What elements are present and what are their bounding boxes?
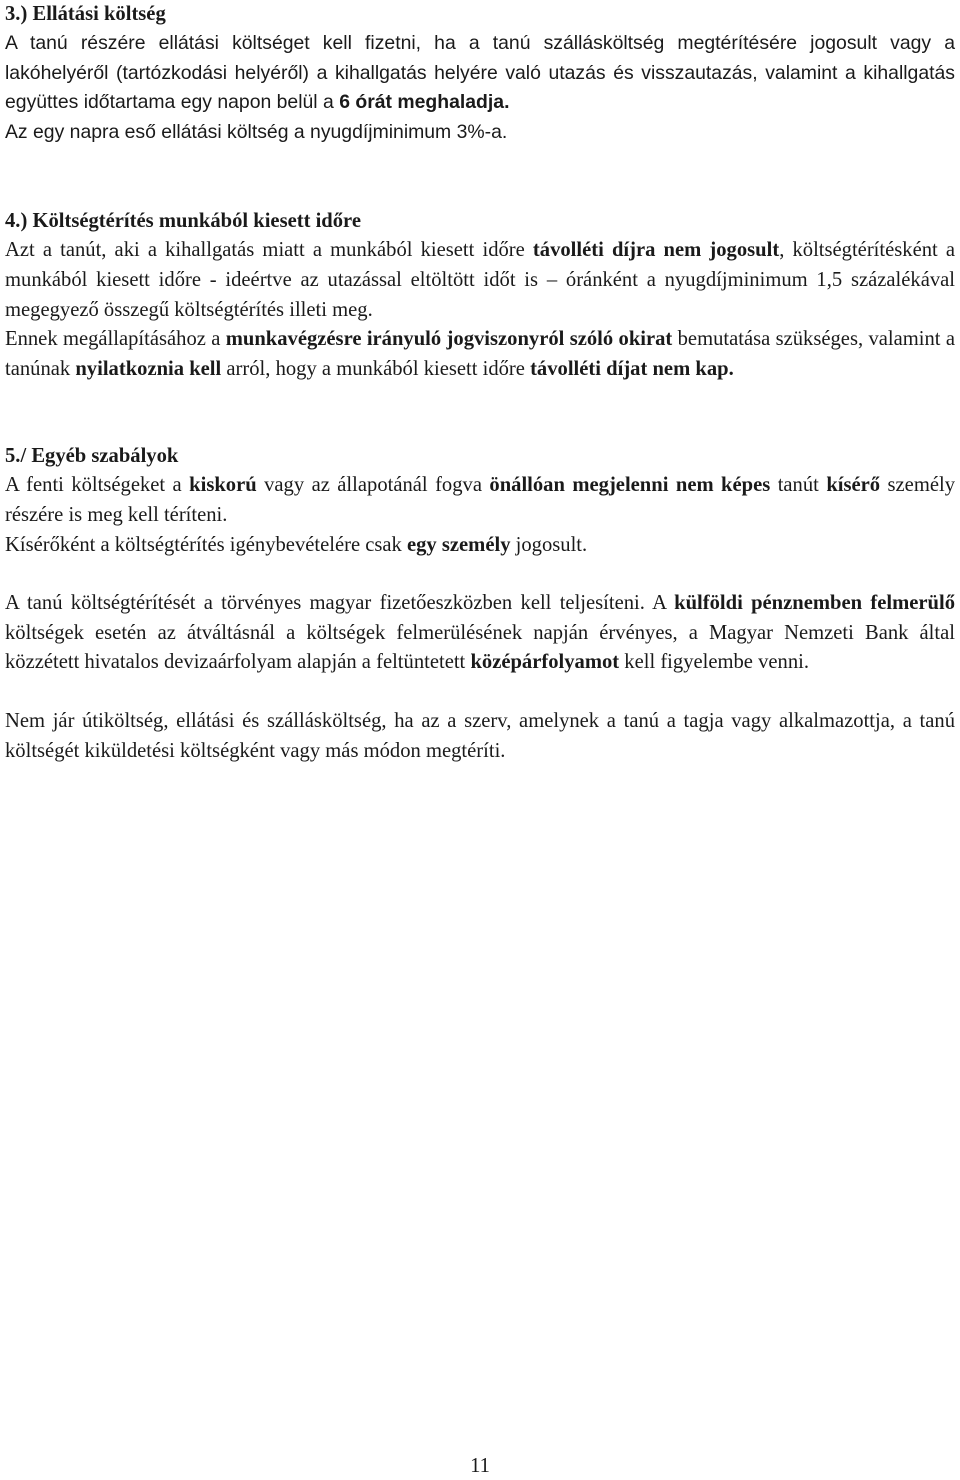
section-5-paragraph-4: Nem jár útiköltség, ellátási és szállásköltség, ha az a szerv, amelynek a tanú a tagja vagy alkalmazottja, a tanú költségét kiküldetési költségként vagy más módon megtéríti. — [5, 709, 955, 762]
section-4-heading: 4.) Költségtérítés munkából kiesett időre — [5, 210, 361, 233]
section-4 — [5, 207, 955, 384]
document-page — [5, 0, 955, 766]
section-5-paragraph-3: A tanú költségtérítését a törvényes magyar fizetőeszközben kell teljesíteni. A külföldi pénznemben felmerülő költségek esetén az átváltásnál a költségek felmerülésének napján érvényes, a Magyar Nemzeti Bank által közzétett hivatalos devizaárfolyam alapján a feltüntetett középárfolyamot kell figyelembe venni. — [5, 592, 955, 674]
section-5-paragraph-1: A fenti költségeket a kiskorú vagy az állapotánál fogva önállóan megjelenni nem képes tanút kísérő személy részére is meg kell téríteni. — [5, 474, 955, 526]
section-3-heading: 3.) Ellátási költség — [5, 3, 166, 25]
section-4-paragraph-2: Ennek megállapításához a munkavégzésre irányuló jogviszonyról szóló okirat bemutatása szükséges, valamint a tanúnak nyilatkoznia kell arról, hogy a munkából kiesett időre távolléti díjat nem kap. — [5, 328, 955, 380]
section-5-heading: 5./ Egyéb szabályok — [5, 445, 179, 468]
section-5 — [5, 442, 955, 766]
section-5-paragraph-2: Kísérőként a költségtérítés igénybevételére csak egy személy jogosult. — [5, 533, 588, 556]
section-3 — [5, 0, 955, 147]
section-4-paragraph-1: Azt a tanút, aki a kihallgatás miatt a munkából kiesett időre távolléti díjra nem jogosult, költségtérítésként a munkából kiesett időre - ideértve az utazással eltöltött időt is – óránként a nyugdíjminimum 1,5 százalékával megegyező összegű költségtérítés illeti meg. — [5, 239, 955, 321]
section-3-paragraph-1: A tanú részére ellátási költséget kell fizetni, ha a tanú szállásköltség megtérítésére jogosult vagy a lakóhelyéről (tartózkodási helyéről) a kihallgatás helyére való utazás és visszautazás, valamint a kihallgatás együttes időtartama egy napon belül a 6 órát meghaladja. — [5, 32, 955, 114]
section-3-paragraph-2: Az egy napra eső ellátási költség a nyugdíjminimum 3%-a. — [5, 120, 508, 143]
page-number: 11 — [470, 1455, 490, 1477]
